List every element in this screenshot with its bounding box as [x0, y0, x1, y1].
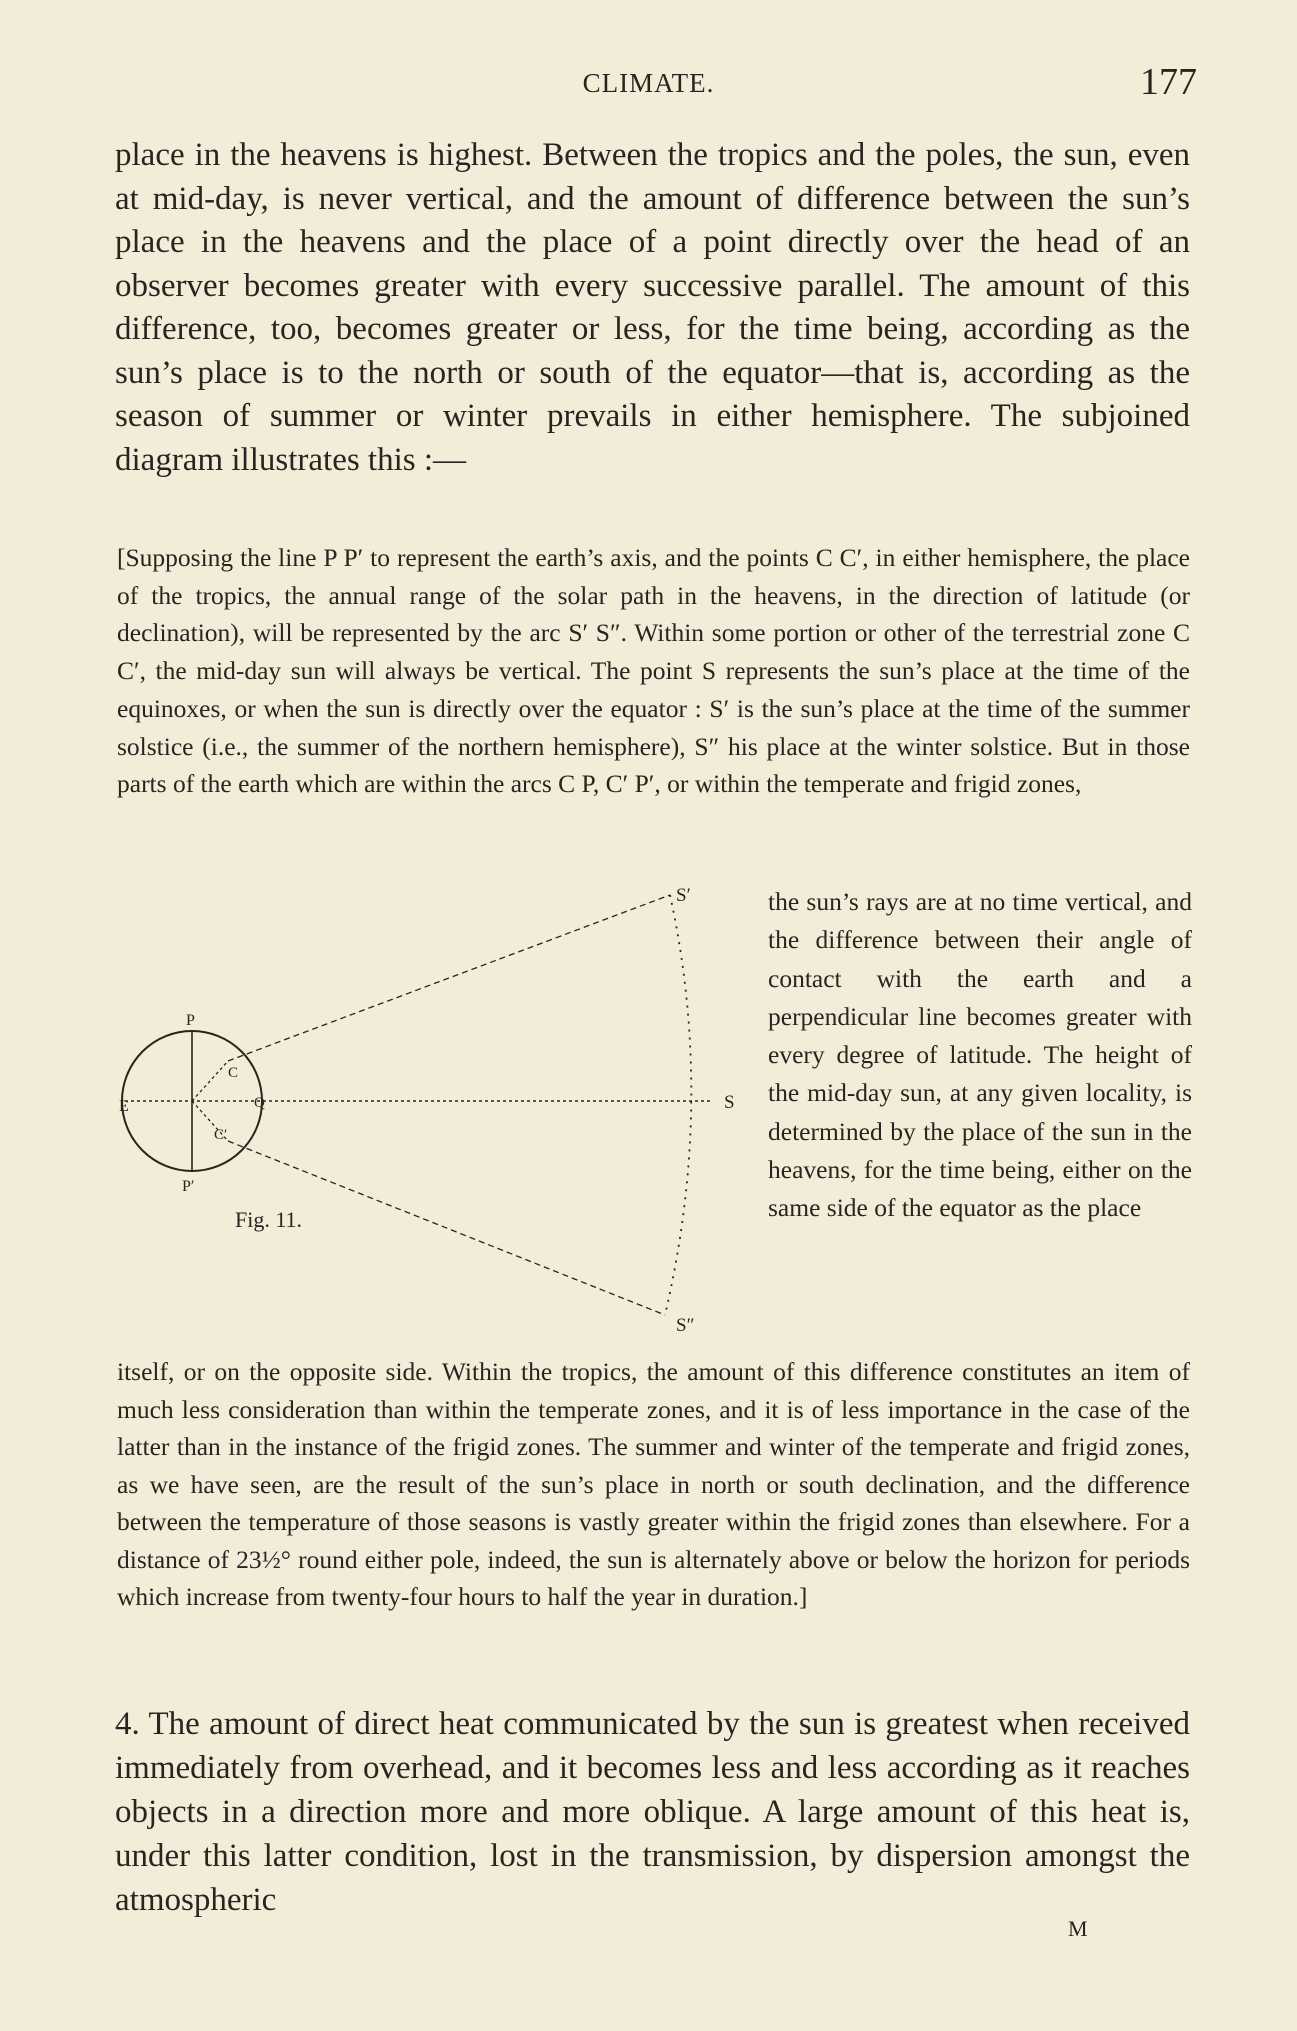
note-paragraph-top: [Supposing the line P P′ to represent the earth’s axis, and the points C C′, in either hemisphere, the place of the tropics, the annual range of the solar path in the heavens, in the direction of latitude (or declination), will be represented by the arc S′ S″. Within some portion or other of the terrestrial zone C C′, the mid-day sun will always be vertical. The point S represents the sun’s place at the time of the equinoxes, or when the sun is directly over the equator : S′ is the sun’s place at the time of the summer solstice (i.e., the summer of the northern hemisphere), S″ his place at the winter solstice. But in those parts of the earth which are within the arcs C P, C′ P′, or within the temperate and frigid zones,	[117, 543, 1190, 799]
note-paragraph-bottom: itself, or on the opposite side. Within the tropics, the amount of this difference constitutes an item of much less consideration than within the temperate zones, and it is of less importance in the case of the latter than in the instance of the frigid zones. The summer and winter of the temperate and frigid zones, as we have seen, are the result of the sun’s place in north or south declination, and the difference between the temperature of those seasons is vastly greater within the frigid zones than elsewhere. For a distance of 23½° round either pole, indeed, the sun is alternately above or below the horizon for periods which increase from twenty-four hours to half the year in duration.]	[117, 1357, 1190, 1611]
figure-11	[120, 875, 760, 1350]
label-s-double: S″	[676, 1315, 695, 1336]
tropic-line-c	[192, 1061, 228, 1101]
ray-to-s-prime	[228, 895, 670, 1061]
label-c-prime: C′	[214, 1127, 228, 1143]
label-s: S	[724, 1092, 735, 1113]
note-paragraph-wrap: the sun’s rays are at no time vertical, and the difference between their angle of contact with the earth and a perpendicular line becomes greater with every degree of latitude. The height of the mid-day sun, at any given locality, is determined by the place of the sun in the heavens, for the time being, either on the same side of the equator as the place	[768, 887, 1192, 1223]
signature-mark: M	[1068, 1916, 1088, 1941]
page-number: 177	[1140, 61, 1197, 103]
label-e: E	[119, 1098, 129, 1115]
label-s-prime: S′	[676, 885, 691, 906]
label-c: C	[228, 1065, 239, 1081]
body-paragraph-2: 4. The amount of direct heat communicated by the sun is greatest when received immediately from overhead, and it becomes less and less according as it reaches objects in a direction more and more oblique. A large amount of this heat is, under this latter condition, lost in the transmission, by dispersion amongst the atmospheric	[115, 1706, 1190, 1918]
body-paragraph-1: place in the heavens is highest. Between the tropics and the poles, the sun, even at mid-day, is never vertical, and the amount of difference between the sun’s place in the heavens and the place of a point directly over the head of an observer becomes greater with every successive parallel. The amount of this difference, too, becomes greater or less, for the time being, according as the sun’s place is to the north or south of the equator—that is, according as the season of summer or winter prevails in either hemisphere. The subjoined diagram illustrates this :—	[115, 137, 1190, 478]
sun-path-diagram	[120, 875, 760, 1350]
label-p-prime: P′	[182, 1178, 195, 1195]
label-p: P	[186, 1012, 195, 1029]
figure-caption: Fig. 11.	[235, 1207, 303, 1232]
label-q: Q	[254, 1095, 265, 1111]
solar-range-arc	[665, 895, 691, 1315]
running-title: CLIMATE.	[582, 68, 715, 98]
